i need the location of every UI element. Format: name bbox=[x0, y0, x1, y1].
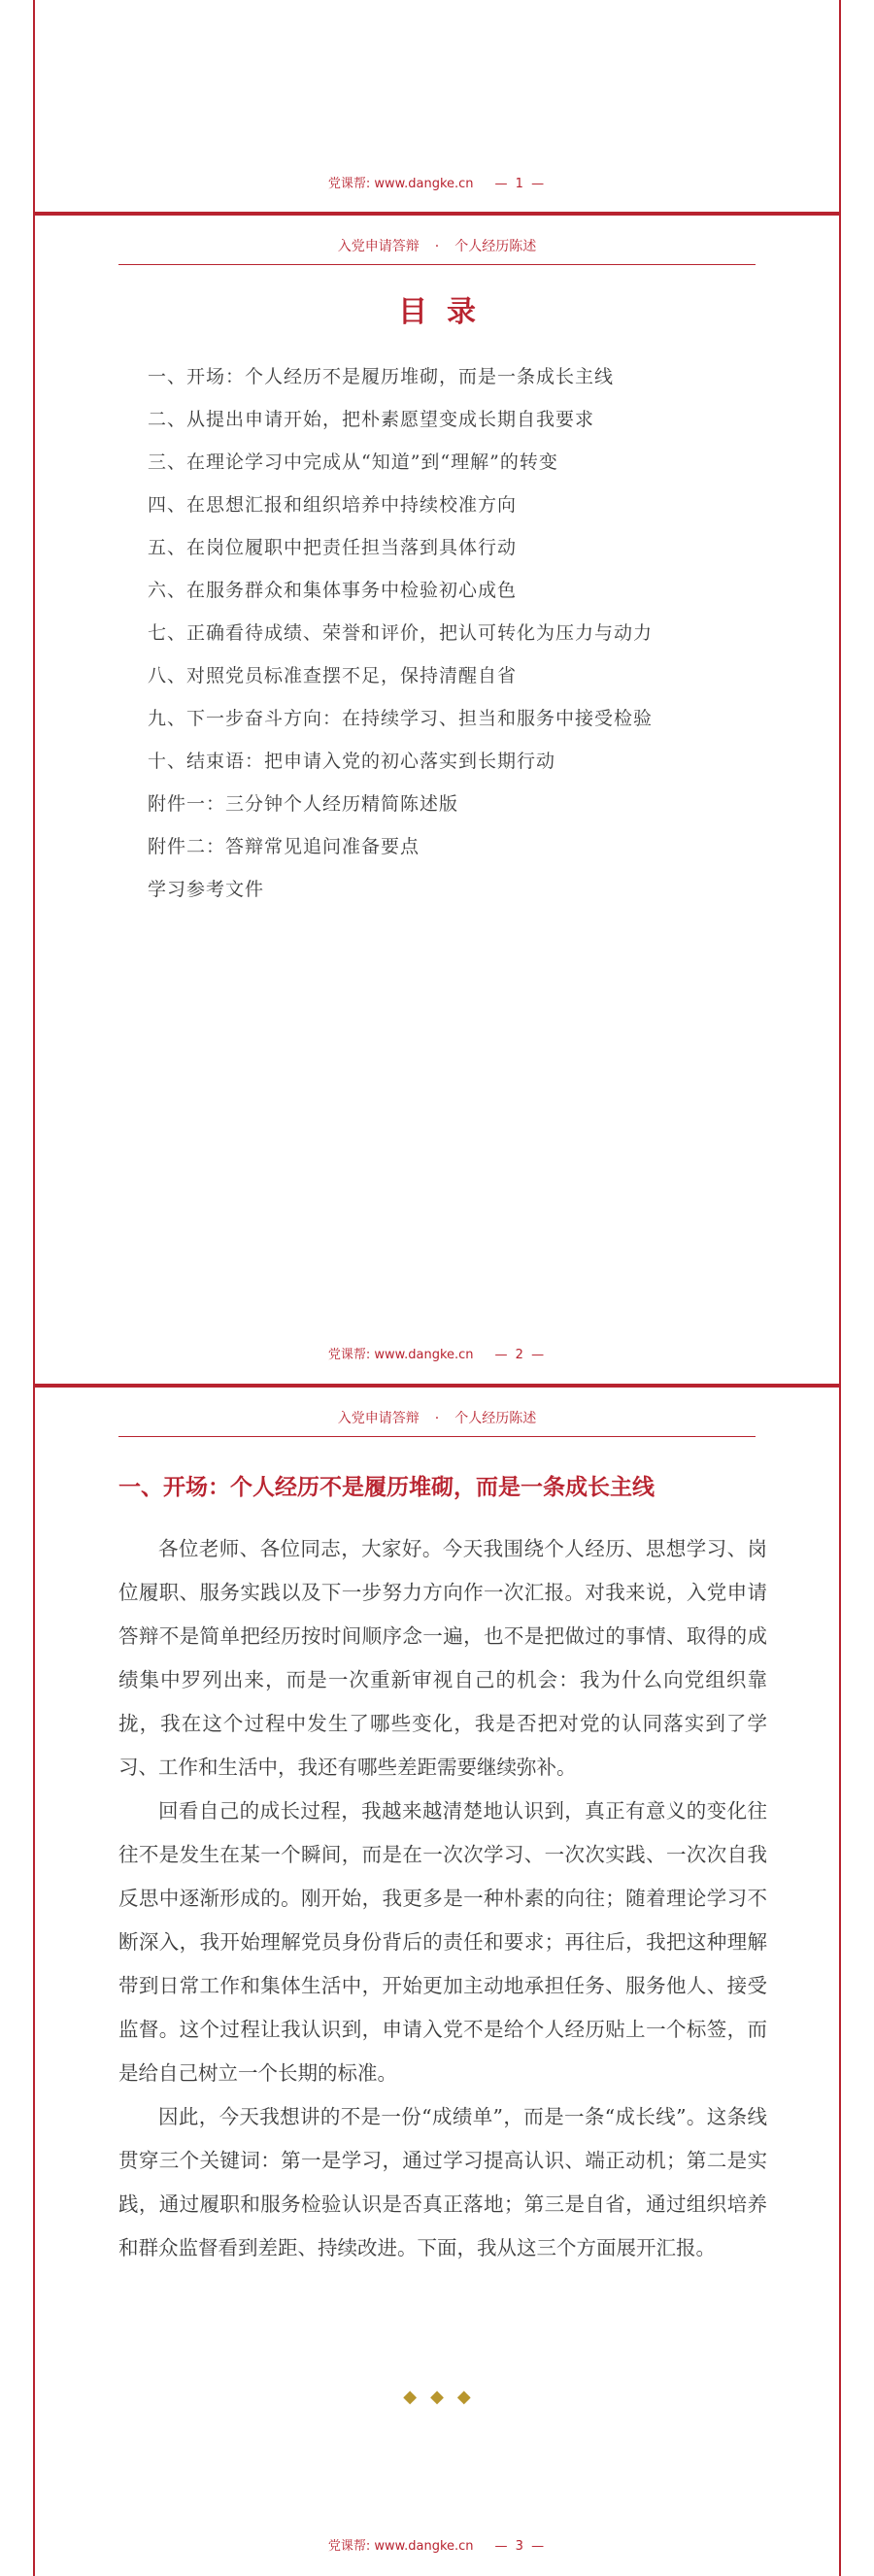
toc-item[interactable]: 附件一：三分钟个人经历精简陈述版 bbox=[148, 793, 459, 815]
toc-item[interactable]: 四、在思想汇报和组织培养中持续校准方向 bbox=[148, 494, 518, 516]
page-footer bbox=[35, 1346, 839, 1365]
toc-item[interactable]: 三、在理论学习中完成从“知道”到“理解”的转变 bbox=[148, 452, 558, 473]
footer-page-number: — 3 — bbox=[494, 2539, 547, 2554]
page-3 bbox=[33, 1384, 841, 2576]
section-heading: 一、开场：个人经历不是履历堆砌，而是一条成长主线 bbox=[118, 1475, 655, 1500]
footer-page-number: — 1 — bbox=[494, 177, 547, 191]
toc-list bbox=[148, 355, 653, 911]
toc-item[interactable]: 七、正确看待成绩、荣誉和评价，把认可转化为压力与动力 bbox=[148, 622, 654, 644]
page-2 bbox=[33, 212, 841, 1384]
footer-site: 党课帮: www.dangke.cn bbox=[327, 2539, 474, 2554]
running-header bbox=[118, 1409, 756, 1437]
toc-item[interactable]: 学习参考文件 bbox=[148, 879, 265, 900]
page-footer bbox=[35, 175, 839, 194]
running-header-separator: · bbox=[434, 239, 440, 254]
toc-item[interactable]: 二、从提出申请开始，把朴素愿望变成长期自我要求 bbox=[148, 409, 595, 430]
toc-item[interactable]: 九、下一步奋斗方向：在持续学习、担当和服务中接受检验 bbox=[148, 708, 654, 729]
toc-item[interactable]: 一、开场：个人经历不是履历堆砌，而是一条成长主线 bbox=[148, 366, 615, 387]
footer-site: 党课帮: www.dangke.cn bbox=[327, 177, 474, 191]
body-paragraph: 各位老师、各位同志，大家好。今天我围绕个人经历、思想学习、岗位履职、服务实践以及下一步努力方向作一次汇报。对我来说，入党申请答辩不是简单把经历按时间顺序念一遍，也不是把做过的事情、取得的成绩集中罗列出来，而是一次重新审视自己的机会：我为什么向党组织靠拢，我在这个过程中发生了哪些变化，我是否把对党的认同落实到了学习、工作和生活中，我还有哪些差距需要继续弥补。 bbox=[118, 1537, 767, 1779]
toc-item[interactable]: 八、对照党员标准查摆不足，保持清醒自省 bbox=[148, 665, 518, 686]
toc-item[interactable]: 六、在服务群众和集体事务中检验初心成色 bbox=[148, 580, 518, 601]
toc-item[interactable]: 五、在岗位履职中把责任担当落到具体行动 bbox=[148, 537, 518, 558]
section-end-ornament: ◆◆◆ bbox=[403, 2387, 485, 2407]
running-header-left: 入党申请答辩 bbox=[337, 1411, 420, 1426]
body-paragraph: 回看自己的成长过程，我越来越清楚地认识到，真正有意义的变化往往不是发生在某一个瞬间，而是在一次次学习、一次次实践、一次次自我反思中逐渐形成的。刚开始，我更多是一种朴素的向往；随着理论学习不断深入，我开始理解党员身份背后的责任和要求；再往后，我把这种理解带到日常工作和集体生活中，开始更加主动地承担任务、服务他人、接受监督。这个过程让我认识到，申请入党不是给个人经历贴上一个标签，而是给自己树立一个长期的标准。 bbox=[118, 1799, 767, 2085]
page-1 bbox=[33, 0, 841, 212]
body-paragraph: 因此，今天我想讲的不是一份“成绩单”，而是一条“成长线”。这条线贯穿三个关键词：第一是学习，通过学习提高认识、端正动机；第二是实践，通过履职和服务检验认识是否真正落地；第三是自省，通过组织培养和群众监督看到差距、持续改进。下面，我从这三个方面展开汇报。 bbox=[118, 2105, 767, 2259]
toc-title: 目录 bbox=[398, 295, 495, 329]
running-header bbox=[118, 237, 756, 265]
running-header-separator: · bbox=[434, 1411, 440, 1426]
page-footer bbox=[35, 2537, 839, 2557]
running-header-right: 个人经历陈述 bbox=[454, 1411, 537, 1426]
footer-site: 党课帮: www.dangke.cn bbox=[327, 1348, 474, 1362]
page-top-border bbox=[33, 212, 841, 216]
footer-page-number: — 2 — bbox=[494, 1348, 547, 1362]
running-header-right: 个人经历陈述 bbox=[454, 239, 537, 254]
section-body bbox=[118, 1527, 767, 2270]
page-top-border bbox=[33, 1384, 841, 1388]
running-header-left: 入党申请答辩 bbox=[337, 239, 420, 254]
toc-item[interactable]: 十、结束语：把申请入党的初心落实到长期行动 bbox=[148, 751, 556, 772]
toc-item[interactable]: 附件二：答辩常见追问准备要点 bbox=[148, 836, 420, 857]
